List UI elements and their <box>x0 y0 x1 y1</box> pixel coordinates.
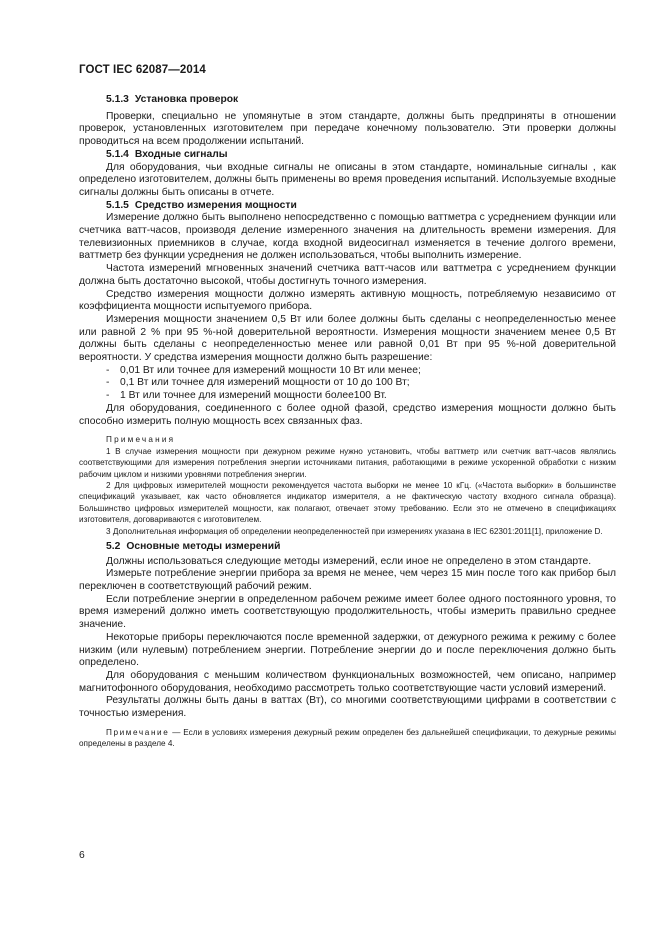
list-item: - 1 Вт или точнее для измерений мощности более100 Вт. <box>106 390 387 402</box>
note-item: 2 Для цифровых измерителей мощности рекомендуется частота выборки не менее 10 кГц. («Частота выборки» в большинстве спецификаций указывает, как часто обновляется индикатор измерителя, а не фактическую частоту входного сигнала образца). Большинство цифровых измерителей мощности, как полагают, отвечает этому требованию. Если это не отмечено в спецификациях изготовителя, договариваются с изготовителем. <box>79 480 616 525</box>
notes-title: Примечания <box>106 435 176 445</box>
note-item: 3 Дополнительная информация об определении неопределенностей при измерениях указана в IEC 62301:2011[1], приложение D. <box>106 526 603 536</box>
list-item: - 0,1 Вт или точнее для измерений мощности от 10 до 100 Вт; <box>106 377 410 389</box>
document-header: ГОСТ IEC 62087—2014 <box>79 64 206 76</box>
section-heading-5-1-3 <box>79 94 616 107</box>
dash-marker: - <box>106 364 110 376</box>
paragraph: Проверки, специально не упомянутые в этом стандарте, должны быть предприняты в отношении проверок, установленных изготовителем при передаче конечному пользователю. Эти проверки должны проводиться на всем продолжении испытаний. <box>79 110 616 148</box>
dash-marker: - <box>106 390 110 402</box>
page-number: 6 <box>79 850 85 861</box>
paragraph: Если потребление энергии в определенном рабочем режиме имеет более одного постоянного уровня, то время измерений должно иметь соответствующую продолжительность, чтобы измерить правильно среднее значение. <box>79 593 616 631</box>
paragraph: Частота измерений мгновенных значений счетчика ватт-часов или ваттметра с усреднением функции должна быть достаточно высокой, чтобы достигнуть точного измерения. <box>79 263 616 287</box>
paragraph: Некоторые приборы переключаются после временной задержки, от дежурного режима к режиму с более низким (или нулевым) потреблением энергии. Потребление энергии до и после переключения должно быть определено. <box>79 631 616 669</box>
paragraph: Измерьте потребление энергии прибора за время не менее, чем через 15 мин после того как прибор был переключен в соответствующий рабочий режим. <box>79 568 616 593</box>
note <box>79 727 616 750</box>
section-number: 5.1.3 <box>106 94 129 105</box>
dash-marker: - <box>106 377 110 389</box>
section-heading-5-1-5 <box>79 200 616 213</box>
paragraph: Результаты должны быть даны в ваттах (Вт), со многими соответствующими цифрами в соответствии с точностью измерения. <box>79 695 616 720</box>
paragraph: Средство измерения мощности должно измерять активную мощность, потребляемую независимо от коэффициента мощности испытуемого прибора. <box>79 288 616 313</box>
page-content <box>79 94 616 750</box>
section-heading-5-1-4 <box>79 149 616 162</box>
paragraph: Для оборудования, соединенного с более одной фазой, средство измерения мощности должно быть способно измерить полную мощность всех связанных фаз. <box>79 402 616 427</box>
note-item: 1 В случае измерения мощности при дежурном режиме нужно установить, чтобы ваттметр или счетчик ватт-часов являлись соответствующими для измерения потребления энергии источниками питания, работающими в режиме ускоренной обработки с низким рабочим циклом и низкими уровнями потребления энергии. <box>79 446 616 479</box>
paragraph: Для оборудования с меньшим количеством функциональных возможностей, чем описано, например магнитофонного оборудования, необходимо рассмотреть только соответствующие части условий измерений. <box>79 669 616 694</box>
paragraph: Измерение должно быть выполнено непосредственно с помощью ваттметра с усреднением функции или счетчика ватт-часов, производя деление измеренного значения на длительность времени измерения. Для телевизионных приемников в случае, когда входной видеосигнал изменяется в течение долгого времени, ваттметр без функции усреднения не должен использоваться, чтобы выполнить измерение. <box>79 212 616 262</box>
section-number: 5.1.5 <box>106 199 129 211</box>
paragraph: Для оборудования, чьи входные сигналы не описаны в этом стандарте, номинальные сигналы , как определено изготовителем, должны быть применены во время проведения испытаний. Используемые входные сигналы должны быть описаны в отчете. <box>79 161 616 198</box>
section-title: Средство измерения мощности <box>134 199 297 211</box>
section-title: Основные методы измерений <box>126 540 281 552</box>
section-title: Установка проверок <box>134 94 239 105</box>
note-text: — Если в условиях измерения дежурный режим определен без дальнейшей спецификации, то дежурные режимы определены в разделе 4. <box>79 727 616 749</box>
section-number: 5.2 <box>106 540 121 552</box>
section-title: Входные сигналы <box>134 148 228 160</box>
note-label: Примечание <box>106 727 170 737</box>
section-heading-5-2 <box>79 541 616 554</box>
list-item: - 0,01 Вт или точнее для измерений мощности 10 Вт или менее; <box>106 364 421 376</box>
paragraph: Должны использоваться следующие методы измерений, если иное не определено в этом стандарте. <box>106 555 592 567</box>
paragraph: Измерения мощности значением 0,5 Вт или более должны быть сделаны с неопределенностью менее или равной 2 % при 95 %-ной доверительной вероятности. Измерения мощности значением менее 0,5 Вт должны быть сделаны с неопределенностью менее или равной 0,01 Вт при 95 %-ной доверительной вероятности. У средства измерения мощности должно быть разрешение: <box>79 313 616 364</box>
section-number: 5.1.4 <box>106 148 129 160</box>
